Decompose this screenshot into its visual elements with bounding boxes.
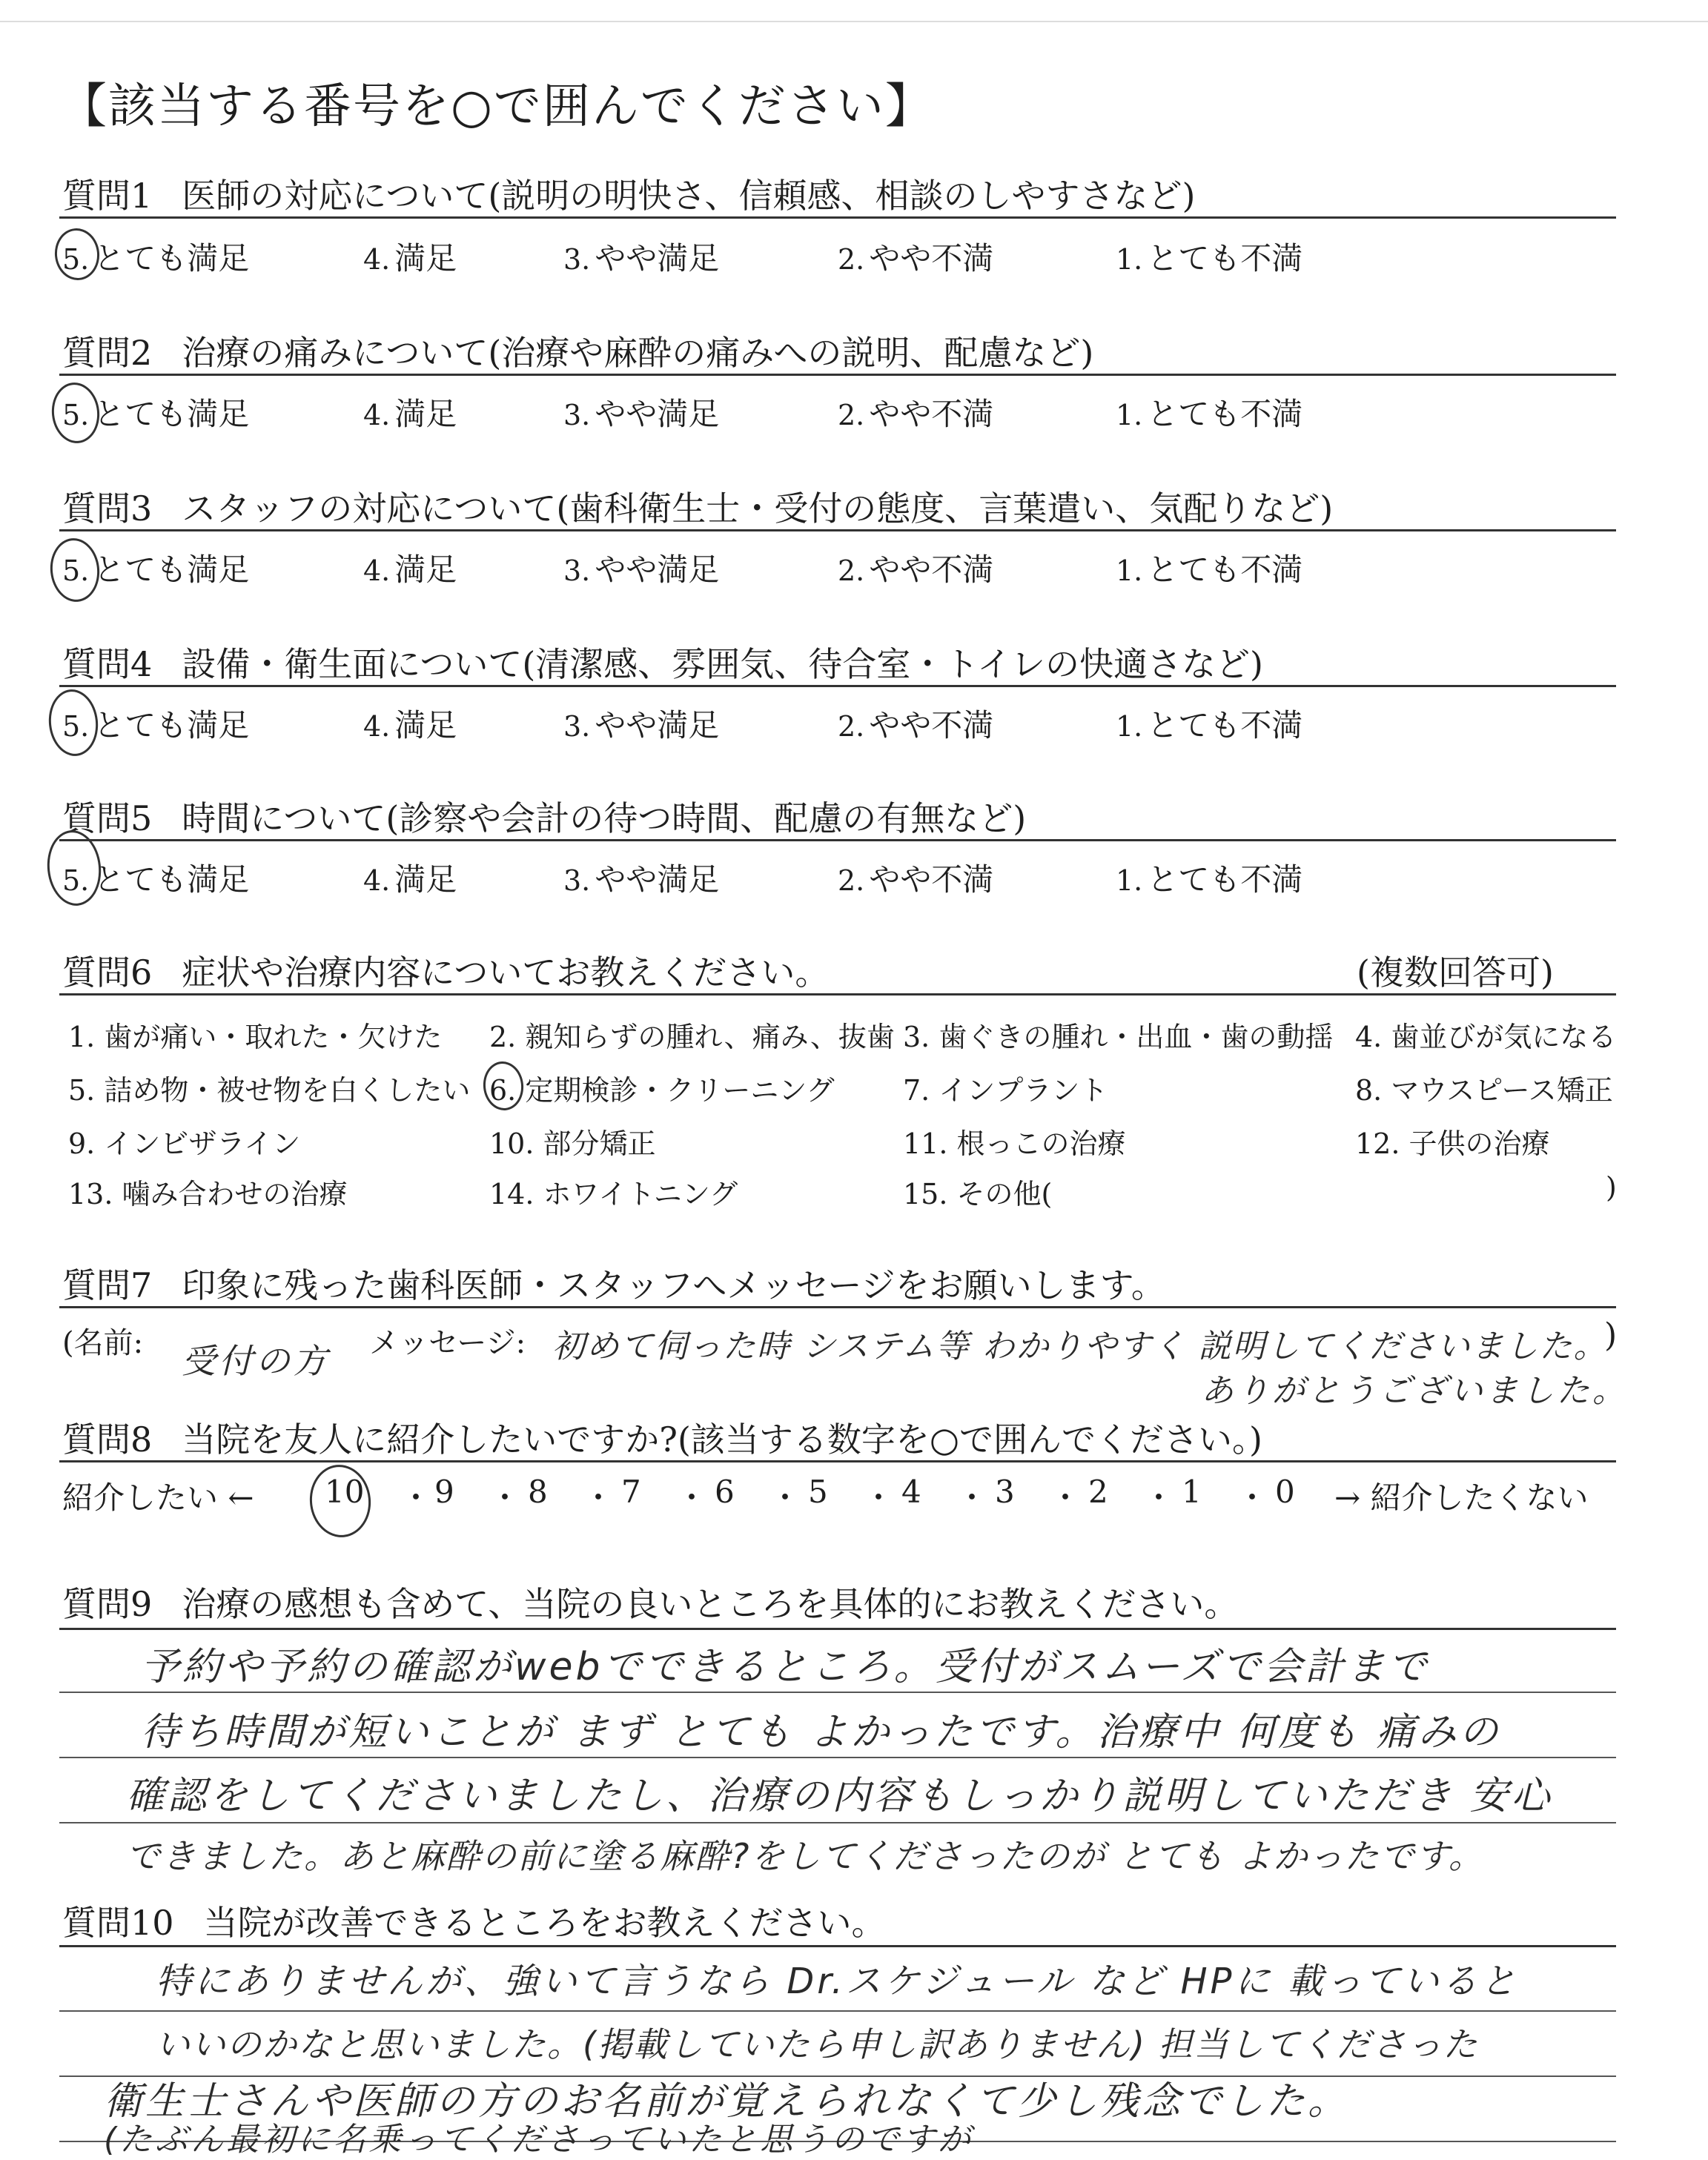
symptom-option-15[interactable]: 15. その他(	[903, 1178, 1053, 1210]
scale-separator: ・	[676, 1480, 708, 1516]
option-2[interactable]: 2. やや不満	[838, 707, 994, 743]
option-3[interactable]: 3. やや満足	[563, 396, 720, 432]
answer-line	[59, 1822, 1616, 1823]
question-3-title: 質問3 スタッフの対応について(歯科衛生士・受付の態度、言葉遣い、気配りなど)	[62, 488, 1334, 529]
question-5-rule	[59, 839, 1616, 841]
scale-separator: ・	[1143, 1480, 1175, 1516]
option-5[interactable]: 5. とても満足	[62, 396, 250, 432]
other-closing-paren: )	[1606, 1171, 1617, 1204]
top-rule	[0, 21, 1708, 22]
option-2[interactable]: 2. やや不満	[838, 240, 994, 276]
option-5[interactable]: 5. とても満足	[62, 551, 250, 588]
option-3[interactable]: 3. やや満足	[563, 551, 720, 588]
option-1[interactable]: 1. とても不満	[1116, 551, 1303, 588]
option-5[interactable]: 5. とても満足	[62, 240, 250, 276]
symptom-option-5[interactable]: 5. 詰め物・被せ物を白くしたい	[68, 1074, 471, 1107]
scale-7[interactable]: 7	[621, 1474, 641, 1510]
option-3[interactable]: 3. やや満足	[563, 707, 720, 743]
scale-separator: ・	[583, 1480, 615, 1516]
scale-separator: ・	[863, 1480, 895, 1516]
option-5[interactable]: 5. とても満足	[62, 861, 250, 898]
question-2-title: 質問2 治療の痛みについて(治療や麻酔の痛みへの説明、配慮など)	[62, 333, 1094, 373]
page-header: 【該当する番号を○で囲んでください】	[59, 79, 934, 134]
symptom-option-9[interactable]: 9. インビザライン	[68, 1127, 301, 1160]
scale-3[interactable]: 3	[995, 1474, 1015, 1510]
symptom-option-12[interactable]: 12. 子供の治療	[1355, 1127, 1550, 1160]
question-6-title: 質問6 症状や治療内容についてお教えください。	[62, 953, 830, 993]
question-1-rule	[59, 216, 1616, 219]
option-5[interactable]: 5. とても満足	[62, 707, 250, 743]
question-9-title: 質問9 治療の感想も含めて、当院の良いところを具体的にお教えください。	[62, 1584, 1239, 1624]
scale-separator: ・	[400, 1480, 432, 1516]
answer-9-line-1: 予約や予約の確認がwebでできるところ。受付がスムーズで会計まで	[141, 1645, 1430, 1689]
question-8-title: 質問8 当院を友人に紹介したいですか?(該当する数字を○で囲んでください。)	[62, 1419, 1262, 1460]
question-7-title: 質問7 印象に残った歯科医師・スタッフへメッセージをお願いします。	[62, 1265, 1165, 1305]
symptom-option-11[interactable]: 11. 根っこの治療	[903, 1127, 1126, 1160]
question-3-rule	[59, 529, 1616, 531]
question-4-rule	[59, 685, 1616, 687]
answer-9-line-3: 確認をしてくださいましたし、治療の内容もしっかり説明していただき 安心	[126, 1774, 1553, 1818]
answer-line	[59, 1757, 1616, 1758]
question-5-title: 質問5 時間について(診察や会計の待つ時間、配慮の有無など)	[62, 798, 1027, 838]
scale-separator: ・	[956, 1480, 988, 1516]
answer-10-line-4: (たぶん最初に名乗ってくださっていたと思うのですが	[104, 2121, 974, 2159]
question-10-title: 質問10 当院が改善できるところをお教えください。	[62, 1903, 886, 1943]
question-9-rule	[59, 1628, 1616, 1630]
answer-10-line-2: いいのかなと思いました。(掲載していたら申し訳ありません) 担当してくださった	[156, 2024, 1479, 2064]
symptom-option-14[interactable]: 14. ホワイトニング	[489, 1178, 738, 1210]
question-7-rule	[59, 1306, 1616, 1308]
recommend-right-label: → 紹介したくない	[1334, 1480, 1589, 1516]
answer-circle	[45, 687, 101, 758]
scale-separator: ・	[1050, 1480, 1082, 1516]
answer-10-line-3: 衛生士さんや医師の方のお名前が覚えられなくて少し残念でした。	[104, 2079, 1350, 2124]
symptom-option-6[interactable]: 6. 定期検診・クリーニング	[489, 1074, 835, 1107]
scale-5[interactable]: 5	[808, 1474, 828, 1510]
multiple-answers-note: (複数回答可)	[1357, 953, 1554, 993]
scale-2[interactable]: 2	[1088, 1474, 1108, 1510]
scale-separator: ・	[769, 1480, 801, 1516]
answer-9-line-4: できました。あと麻酔の前に塗る麻酔?をしてくださったのが とても よかったです。	[126, 1836, 1484, 1876]
answer-line	[59, 1692, 1616, 1693]
option-1[interactable]: 1. とても不満	[1116, 240, 1303, 276]
symptom-option-2[interactable]: 2. 親知らずの腫れ、痛み、抜歯	[489, 1021, 895, 1053]
question-8-rule	[59, 1460, 1616, 1462]
scale-6[interactable]: 6	[715, 1474, 735, 1510]
option-4[interactable]: 4. 満足	[363, 861, 457, 898]
option-2[interactable]: 2. やや不満	[838, 861, 994, 898]
scale-separator: ・	[489, 1480, 521, 1516]
option-4[interactable]: 4. 満足	[363, 240, 457, 276]
option-3[interactable]: 3. やや満足	[563, 861, 720, 898]
question-1-title: 質問1 医師の対応について(説明の明快さ、信頼感、相談のしやすさなど)	[62, 176, 1196, 216]
question-6-rule	[59, 993, 1616, 995]
answer-line	[59, 2010, 1616, 2012]
option-4[interactable]: 4. 満足	[363, 707, 457, 743]
scale-4[interactable]: 4	[901, 1474, 921, 1510]
option-4[interactable]: 4. 満足	[363, 396, 457, 432]
recommend-left-label: 紹介したい ←	[62, 1480, 254, 1516]
symptom-option-3[interactable]: 3. 歯ぐきの腫れ・出血・歯の動揺	[903, 1021, 1334, 1053]
option-1[interactable]: 1. とても不満	[1116, 861, 1303, 898]
answer-10-line-1: 特にありませんが、強いて言うなら Dr.スケジュール など HPに 載っていると	[156, 1961, 1519, 2002]
option-1[interactable]: 1. とても不満	[1116, 396, 1303, 432]
option-2[interactable]: 2. やや不満	[838, 396, 994, 432]
message-closing-paren: )	[1604, 1316, 1618, 1354]
option-4[interactable]: 4. 満足	[363, 551, 457, 588]
question-4-title: 質問4 設備・衛生面について(清潔感、雰囲気、待合室・トイレの快適さなど)	[62, 644, 1263, 684]
symptom-option-10[interactable]: 10. 部分矯正	[489, 1127, 656, 1160]
question-10-rule	[59, 1945, 1616, 1947]
scale-8[interactable]: 8	[528, 1474, 548, 1510]
scale-separator: ・	[1237, 1480, 1268, 1516]
option-1[interactable]: 1. とても不満	[1116, 707, 1303, 743]
scale-10[interactable]: 10	[325, 1474, 365, 1510]
symptom-option-13[interactable]: 13. 噛み合わせの治療	[68, 1178, 348, 1210]
scale-1[interactable]: 1	[1182, 1474, 1202, 1510]
option-2[interactable]: 2. やや不満	[838, 551, 994, 588]
message-line-1: 初めて伺った時 システム等 わかりやすく 説明してくださいました。	[552, 1328, 1608, 1365]
staff-name: 受付の方	[182, 1341, 330, 1381]
symptom-option-1[interactable]: 1. 歯が痛い・取れた・欠けた	[68, 1021, 443, 1053]
question-2-rule	[59, 374, 1616, 376]
scale-9[interactable]: 9	[434, 1474, 454, 1510]
option-3[interactable]: 3. やや満足	[563, 240, 720, 276]
symptom-option-7[interactable]: 7. インプラント	[903, 1074, 1108, 1107]
name-label: (名前:	[62, 1326, 144, 1360]
message-line-2: ありがとうございました。	[1201, 1372, 1628, 1410]
message-label: メッセージ:	[369, 1326, 526, 1360]
answer-9-line-2: 待ち時間が短いことが まず とても よかったです。治療中 何度も 痛みの	[141, 1710, 1501, 1755]
symptom-option-4[interactable]: 4. 歯並びが気になる	[1355, 1021, 1617, 1053]
scale-0[interactable]: 0	[1275, 1474, 1295, 1510]
symptom-option-8[interactable]: 8. マウスピース矯正	[1355, 1074, 1613, 1107]
